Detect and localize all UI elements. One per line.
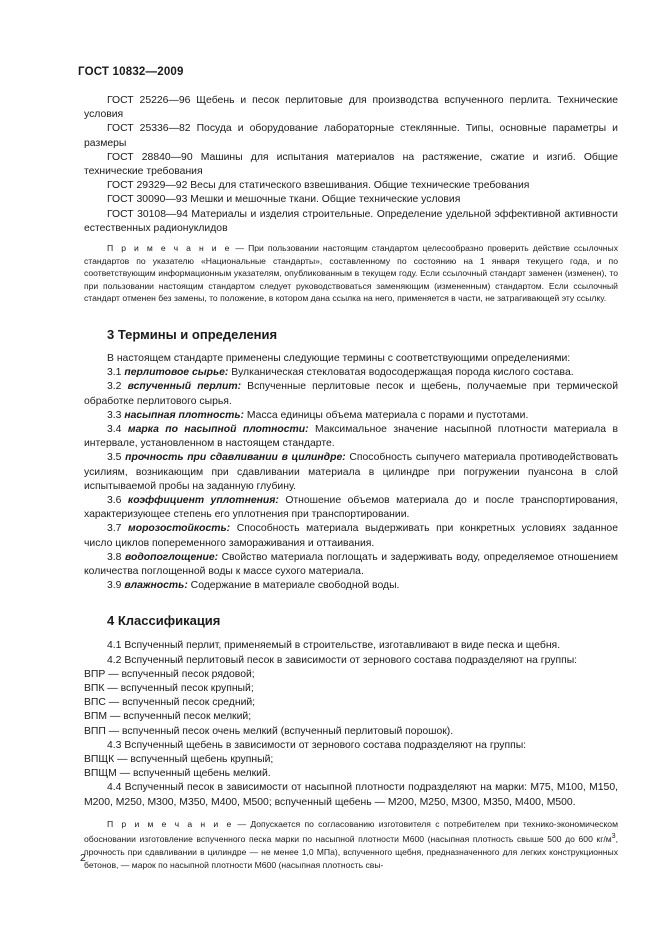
term-definition: Свойство материала поглощать и задерживать воду, определяемое отношением количества поглощенной воды к массе сухого материала. — [84, 551, 619, 578]
page-number: 2 — [80, 852, 86, 864]
clause-4-3: 4.3 Вспученный щебень в зависимости от зернового состава подразделяют на группы: — [107, 739, 527, 751]
term-item — [84, 451, 618, 494]
term-number: 3.2 — [107, 381, 122, 393]
term-number: 3.8 — [107, 551, 122, 563]
clause-4-2: 4.2 Вспученный перлитовый песок в зависимости от зернового состава подразделяют на группы: — [107, 654, 578, 666]
term-name: водопоглощение: — [124, 551, 219, 563]
term-name: коэффициент уплотнения: — [127, 495, 279, 507]
term-name: насыпная плотность: — [124, 409, 244, 421]
note-text: , прочность при сдавливании в цилиндре — не менее 1,0 МПа), вспученного щебня, предназначенного для легких конструкционных бетонов, — марок по насыпной плотности М600 (насыпная плотность свы- — [84, 834, 618, 870]
note-text: — Допускается по согласованию изготовителя с потребителем при технико-экономическом обосновании изготовление вспученного песка марки по насыпной плотности М600 (насыпная плотность свыше 500 до 600 кг/м — [84, 818, 618, 845]
clause-4-1: 4.1 Вспученный перлит, применяемый в строительстве, изготавливают в виде песка и щебня. — [107, 640, 561, 652]
term-item — [84, 380, 618, 408]
term-name: влажность: — [124, 580, 188, 592]
term-name: прочность при сдавливании в цилиндре: — [125, 452, 346, 464]
term-number: 3.1 — [107, 367, 122, 379]
note-superscript: 3 — [611, 832, 616, 841]
note-references — [84, 242, 618, 305]
references-list — [84, 94, 618, 236]
term-item — [84, 579, 618, 593]
term-definition: Масса единицы объема материала с порами и пустотами. — [244, 409, 529, 421]
term-item — [84, 409, 618, 423]
sand-group-item: ВПР — вспученный песок рядовой; — [84, 668, 255, 680]
term-number: 3.5 — [107, 452, 122, 464]
term-name: вспученный перлит: — [127, 381, 242, 393]
note-label: П р и м е ч а н и е — [107, 243, 232, 254]
term-definition: Отношение объемов материала до и после транспортирования, характеризующее степень его уплотнения при транспортировании. — [84, 495, 619, 521]
term-definition: Вулканическая стекловатая водосодержащая порода кислого состава. — [228, 367, 574, 379]
page-content — [84, 94, 618, 871]
term-name: марка по насыпной плотности: — [127, 424, 309, 436]
sand-group-item: ВПМ — вспученный песок мелкий; — [84, 711, 252, 723]
section-3-title: 3 Термины и определения — [107, 327, 278, 342]
section-4-title: 4 Классификация — [107, 613, 221, 629]
reference-item: ГОСТ 30090—93 Мешки и мешочные ткани. Общие технические условия — [107, 194, 461, 206]
term-number: 3.9 — [107, 580, 122, 592]
clause-4-4: 4.4 Вспученный песок в зависимости от насыпной плотности подразделяют на марки: М75, М100, М150, М200, М250, М300, М350, М400, М500; вспученный щебень — М200, М250, М300, М350, М400, М500. — [84, 782, 618, 808]
term-item — [84, 423, 618, 451]
term-number: 3.3 — [107, 409, 122, 421]
term-name: морозостойкость: — [128, 523, 231, 535]
note-text: — При пользовании настоящим стандартом целесообразно проверить действие ссылочных стандартов по указателю «Национальные стандарты», составленному по состоянию на 1 января текущего года, и по соответствующим информационным указателям, опубликованным в текущем году. Если ссылочный стандарт заменен (изменен), то при пользовании настоящим стандартом следует руководствоваться заменяющим (измененным) стандартом. Если ссылочный стандарт отменен без замены, то положение, в котором дана ссылка на него, применяется в части, не затрагивающей эту ссылку. — [84, 243, 619, 304]
term-name: перлитовое сырье: — [124, 367, 229, 379]
section-3-intro: В настоящем стандарте применены следующие термины с соответствующими определениями: — [107, 353, 571, 364]
term-item — [84, 366, 618, 380]
document-header: ГОСТ 10832—2009 — [78, 66, 184, 78]
term-definition: Максимальное значение насыпной плотности материала в интервале, установленном в настоящем стандарте. — [84, 424, 618, 450]
gravel-group-item: ВПЩК — вспученный щебень крупный; — [84, 754, 274, 766]
gravel-groups-list — [84, 753, 618, 781]
term-number: 3.6 — [107, 495, 122, 507]
term-item — [84, 522, 618, 550]
sand-group-item: ВПК — вспученный песок крупный; — [84, 683, 254, 695]
term-definition: Содержание в материале свободной воды. — [187, 580, 400, 592]
note-label: П р и м е ч а н и е — [107, 818, 234, 829]
term-definition: Способность материала выдерживать при конкретных условиях заданное число циклов попеременного замораживания и оттаивания. — [84, 523, 618, 549]
reference-item: ГОСТ 25336—82 Посуда и оборудование лабораторные стеклянные. Типы, основные параметры и размеры — [84, 123, 618, 149]
term-item — [84, 551, 618, 579]
term-number: 3.4 — [107, 424, 122, 436]
term-definition: Способность сыпучего материала противодействовать усилиям, возникающим при сдавливании материала в цилиндре при погружении пуансона в слой испытываемой пробы на заданную глубину. — [84, 452, 618, 492]
terms-list — [84, 366, 618, 593]
gravel-group-item: ВПЩМ — вспученный щебень мелкий. — [84, 768, 271, 780]
sand-groups-list — [84, 668, 618, 739]
term-definition: Вспученные перлитовые песок и щебень, получаемые при термической обработке перлитового сырья. — [84, 381, 618, 407]
reference-item: ГОСТ 25226—96 Щебень и песок перлитовые для производства вспученного перлита. Технические условия — [84, 95, 618, 121]
note-classification — [84, 818, 618, 871]
term-number: 3.7 — [107, 523, 122, 535]
sand-group-item: ВПС — вспученный песок средний; — [84, 697, 256, 709]
reference-item: ГОСТ 29329—92 Весы для статического взвешивания. Общие технические требования — [107, 180, 530, 192]
reference-item: ГОСТ 30108—94 Материалы и изделия строительные. Определение удельной эффективной активности естественных радионуклидов — [84, 208, 618, 234]
sand-group-item: ВПП — вспученный песок очень мелкий (вспученный перлитовый порошок). — [84, 725, 454, 737]
term-item — [84, 494, 618, 522]
reference-item: ГОСТ 28840—90 Машины для испытания материалов на растяжение, сжатие и изгиб. Общие технические требования — [84, 151, 618, 178]
